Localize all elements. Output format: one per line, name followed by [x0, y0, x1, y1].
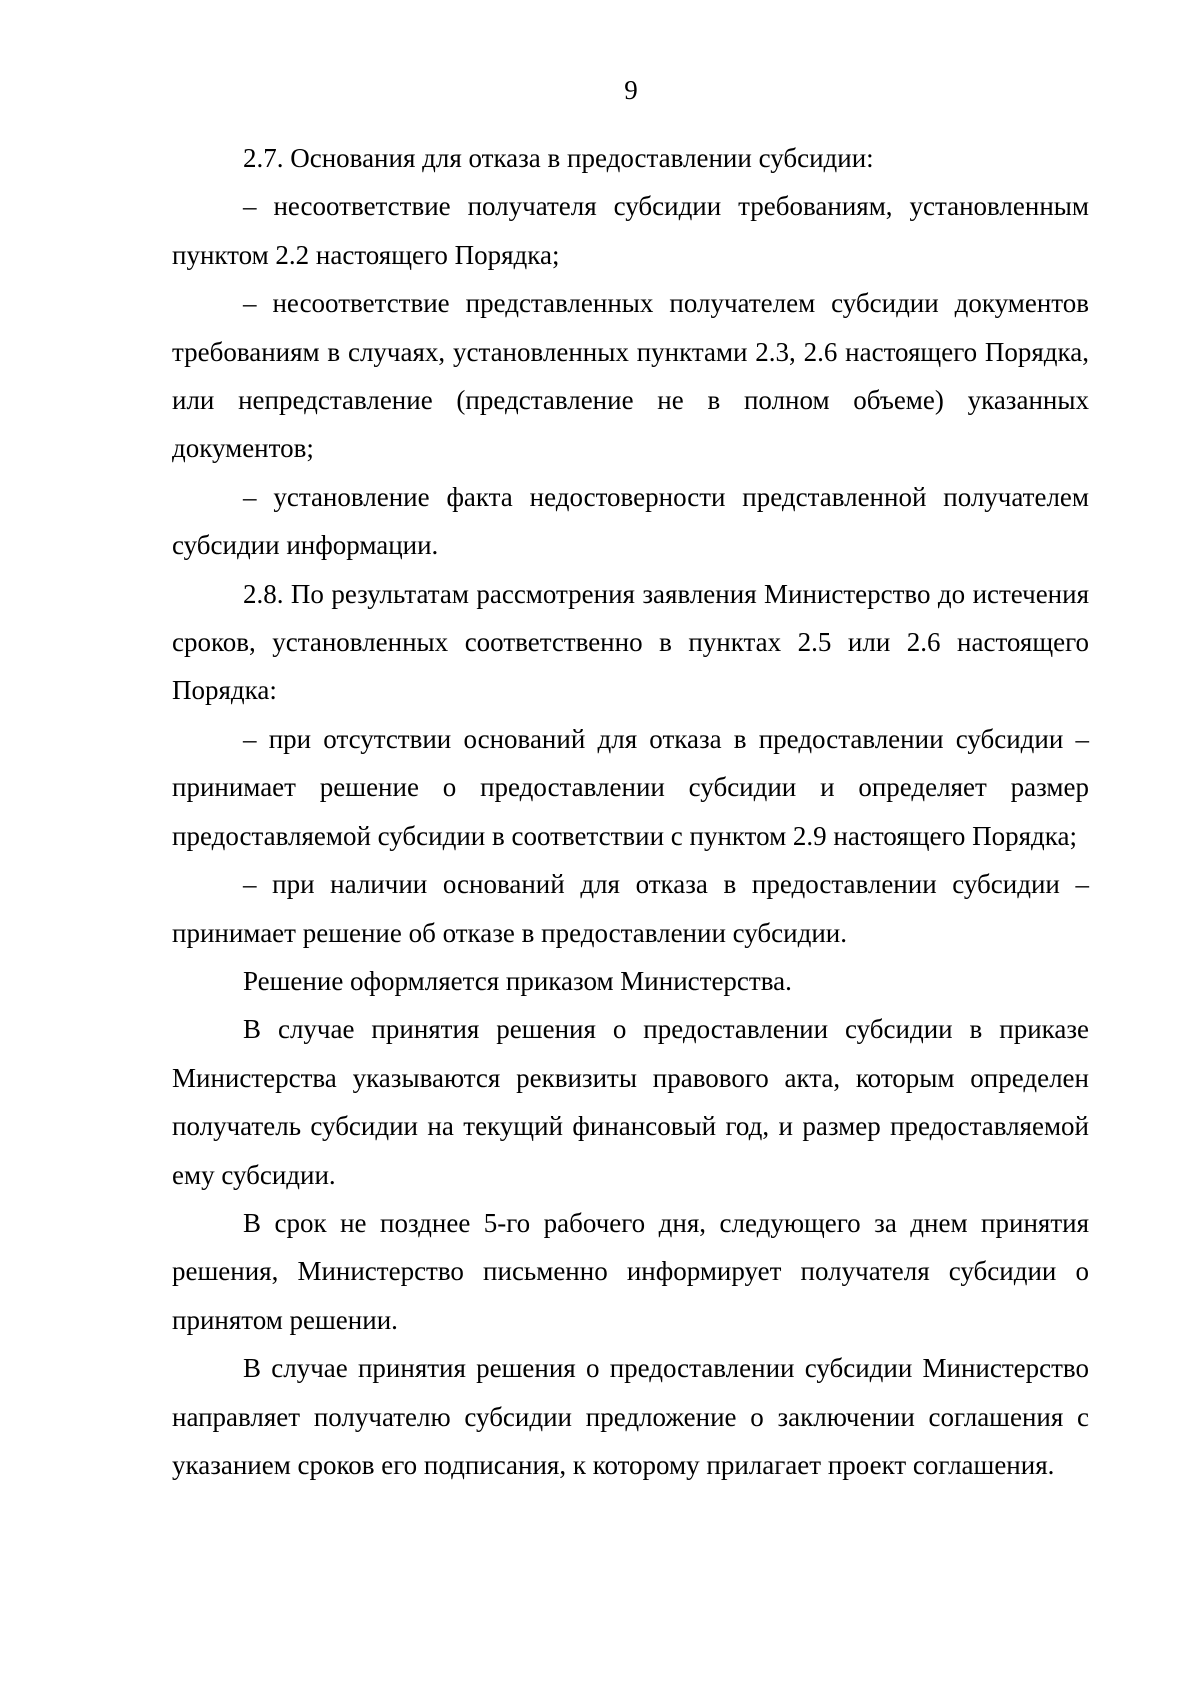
paragraph-refusal-reason-2: – несоответствие представленных получателем субсидии документов требованиям в случаях, установленных пунктами 2.3, 2.6 настоящего Порядка, или непредставление (представление не в полном объеме) указанных документов; — [172, 288, 1089, 464]
paragraph-agreement-proposal: В случае принятия решения о предоставлении субсидии Министерство направляет получателю субсидии предложение о заключении соглашения с указанием сроков его подписания, к которому прилагает проект соглашения. — [172, 1353, 1089, 1480]
page-number: 9 — [624, 75, 638, 105]
paragraph-2-8-heading: 2.8. По результатам рассмотрения заявления Министерство до истечения сроков, установленных соответственно в пунктах 2.5 или 2.6 настоящего Порядка: — [172, 578, 1089, 706]
paragraph-order-note: Решение оформляется приказом Министерства. — [243, 965, 792, 996]
paragraph-order-details: В случае принятия решения о предоставлении субсидии в приказе Министерства указываются реквизиты правового акта, которым определен получатель субсидии на текущий финансовый год, и размер предоставляемой ему субсидии. — [172, 1014, 1089, 1190]
paragraph-decision-refuse: – при наличии оснований для отказа в предоставлении субсидии – принимает решение об отказе в предоставлении субсидии. — [172, 869, 1089, 948]
document-body — [172, 134, 1089, 1489]
paragraph-2-7-heading: 2.7. Основания для отказа в предоставлении субсидии: — [243, 143, 874, 173]
paragraph-refusal-reason-1: – несоответствие получателя субсидии требованиям, установленным пунктом 2.2 настоящего Порядка; — [172, 191, 1089, 270]
paragraph-decision-grant: – при отсутствии оснований для отказа в предоставлении субсидии – принимает решение о предоставлении субсидии и определяет размер предоставляемой субсидии в соответствии с пунктом 2.9 настоящего Порядка; — [172, 723, 1089, 851]
paragraph-notification: В срок не позднее 5-го рабочего дня, следующего за днем принятия решения, Министерство письменно информирует получателя субсидии о принятом решении. — [172, 1207, 1089, 1335]
paragraph-refusal-reason-3: – установление факта недостоверности представленной получателем субсидии информации. — [172, 481, 1089, 561]
